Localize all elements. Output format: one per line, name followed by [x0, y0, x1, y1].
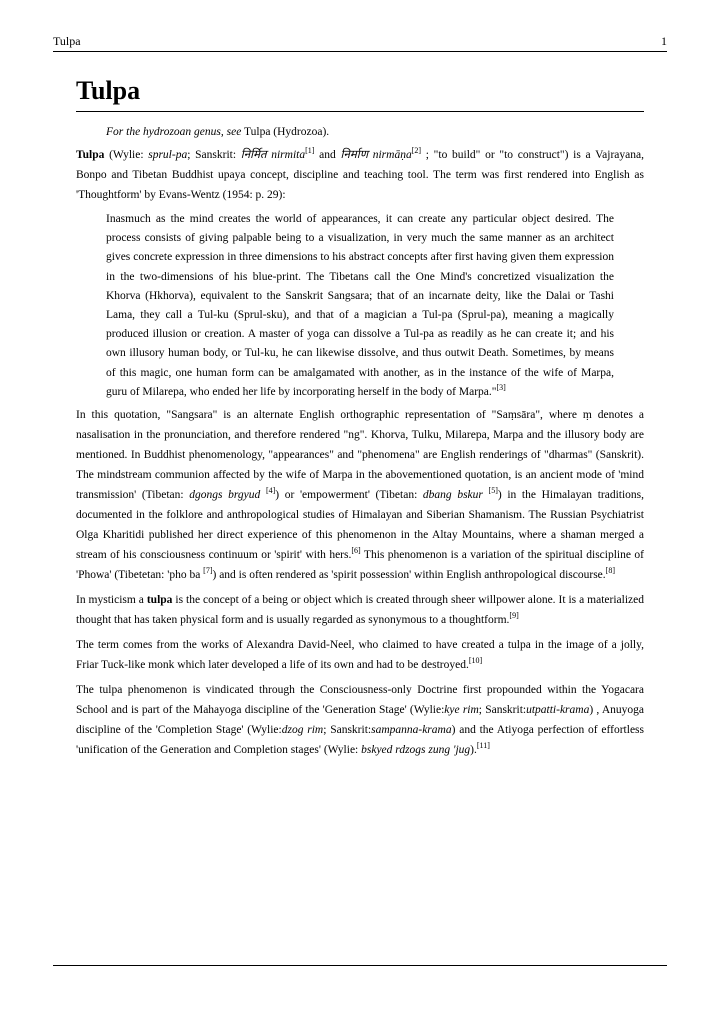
paragraph-text: ) and the Atiyoga perfection of effortless 'unification of the Generation and Completion stages' (Wylie: — [76, 724, 644, 757]
lead-text: ; "to build" or "to construct") is a Vajrayana, Bonpo and Tibetan Buddhist upaya concept, discipline and teaching tool. The term was first rendered into English as 'Thoughtform' by Evans-Wentz (1954: p. 29): — [76, 149, 644, 201]
article-title: Tulpa — [76, 74, 644, 112]
lead-paragraph — [76, 145, 644, 205]
header-rule — [53, 51, 667, 52]
paragraph-yogacara — [76, 680, 644, 760]
lead-text: ; Sanskrit: — [187, 149, 241, 161]
paragraph-david-neel — [76, 635, 644, 675]
hatnote-link[interactable]: Tulpa (Hydrozoa) — [244, 126, 327, 138]
paragraph-text: ) or 'empowerment' (Tibetan: — [275, 489, 423, 502]
paragraph-text: ) , Anuyoga discipline of the 'Completion Stage' (Wylie: — [76, 704, 644, 737]
citation-ref[interactable]: [4] — [265, 486, 276, 496]
citation-ref[interactable]: [11] — [476, 741, 490, 751]
article-body — [76, 70, 644, 765]
paragraph-text: The tulpa phenomenon is vindicated through the Consciousness-only Doctrine first propounded within the Yogacara School and is part of the Mahayoga discipline of the 'Generation Stage' (Wylie: — [76, 684, 644, 717]
citation-ref[interactable]: [2] — [411, 146, 422, 156]
lead-term: Tulpa — [76, 149, 105, 161]
paragraph-text: is the concept of a being or object which is created through sheer willpower alone. It is a materialized thought that has taken physical form and is usually regarded as synonymous to a thoughtform. — [76, 594, 644, 627]
page-number: 1 — [661, 34, 667, 48]
paragraph-text: ) and is often rendered as 'spirit possession' within English anthropological discourse. — [212, 569, 606, 582]
citation-ref[interactable]: [8] — [605, 566, 615, 576]
tibetan-term: dgongs brgyud — [189, 489, 261, 502]
citation-ref[interactable]: [5] — [488, 486, 498, 496]
wylie-term: kye rim — [444, 704, 479, 717]
sanskrit-term: sampanna-krama — [371, 724, 452, 737]
running-header-title: Tulpa — [53, 34, 81, 48]
paragraph-text: In mysticism a — [76, 594, 147, 607]
footer-rule — [53, 965, 667, 966]
lead-text: and — [314, 149, 341, 161]
tibetan-term: dbang bskur — [422, 489, 483, 502]
lead-sanskrit-nirmana: निर्माण nirmāṇa — [340, 149, 412, 161]
lead-text: (Wylie: — [104, 149, 149, 161]
paragraph-text: ; Sanskrit: — [478, 704, 527, 717]
citation-ref[interactable]: [3] — [496, 383, 506, 392]
hatnote-prefix: For the hydrozoan genus, see — [106, 126, 242, 138]
hatnote-suffix: . — [326, 126, 330, 138]
paragraph-text: The term comes from the works of Alexandra David-Neel, who claimed to have created a tulpa in the image of a jolly, Friar Tuck-like monk which later developed a life of its own and had to be destroyed. — [76, 639, 644, 672]
paragraph-mysticism — [76, 590, 644, 630]
wylie-term: bskyed rdzogs zung 'jug — [361, 744, 471, 757]
lead-wylie: sprul-pa — [148, 149, 188, 161]
paragraph-text: This phenomenon is a variation of the spiritual discipline of 'Phowa' (Tibetetan: 'pho ba — [76, 549, 644, 582]
citation-ref[interactable]: [9] — [509, 611, 519, 621]
running-header — [53, 34, 667, 48]
citation-ref[interactable]: [7] — [203, 566, 213, 576]
citation-ref[interactable]: [1] — [305, 146, 315, 156]
wylie-term: dzog rim — [281, 724, 324, 737]
citation-ref[interactable]: [6] — [351, 546, 361, 556]
paragraph-text: ). — [470, 744, 477, 757]
lead-sanskrit-nirmita: निर्मित nirmita — [240, 149, 306, 161]
paragraph-text: In this quotation, "Sangsara" is an alternate English orthographic representation of "Saṃsāra", where ṃ denotes a nasalisation in the pronunciation, and therefore rendered "ng". Khorva, Tulku, Milarepa, Marpa and the illusory body are mentioned. In Buddhist phenomenology, "appearances" and "phenomena" are English renderings of "dharmas" (Sanskrit). The mindstream communion affected by the wife of Marpa in the abovementioned quotation, is an ancient mode of 'mind transmission' (Tibetan: — [76, 409, 644, 502]
paragraph-sangsara — [76, 405, 644, 585]
citation-ref[interactable]: [10] — [468, 656, 483, 666]
hatnote — [106, 122, 644, 142]
paragraph-text: ; Sanskrit: — [323, 724, 372, 737]
quote-text: Inasmuch as the mind creates the world of appearances, it can create any particular object desired. The process consists of giving palpable being to a visualization, in very much the same manner as an architect gives concrete expression in three dimensions to his abstract concepts after first having given them expression in the two-dimensions of his blue-print. The Tibetans call the One Mind's concretized visualization the Khorva (Hkhorva), equivalent to the Sanskrit Sangsara; that of an incarnate deity, like the Dalai or Tashi Lama, they call a Tul-ku (Sprul-sku), and that of a magician a Tul-pa (Sprul-pa), meaning a magically produced illusion or creation. A master of yoga can dissolve a Tul-pa as readily as he can create it; and his own illusory human body, or Tul-ku, he can likewise dissolve, and thus outwit Death. Sometimes, by means of this magic, one human form can be amalgamated with another, as in the instance of the wife of Marpa, guru of Milarepa, who ended her life by incorporating herself in the body of Marpa." — [106, 213, 614, 398]
bold-term: tulpa — [146, 594, 173, 607]
evans-wentz-quote — [106, 210, 614, 402]
sanskrit-term: utpatti-krama — [526, 704, 590, 717]
paragraph-text: ) in the Himalayan traditions, documented in the folklore and anthropological studies of Himalayan and Siberian Shamanism. The Russian Psychiatrist Olga Kharitidi published her direct experience of this phenomenon in the Altay Mountains, where a shaman merged a stream of his consciousness continuum or 'spirit' with hers. — [76, 489, 645, 562]
